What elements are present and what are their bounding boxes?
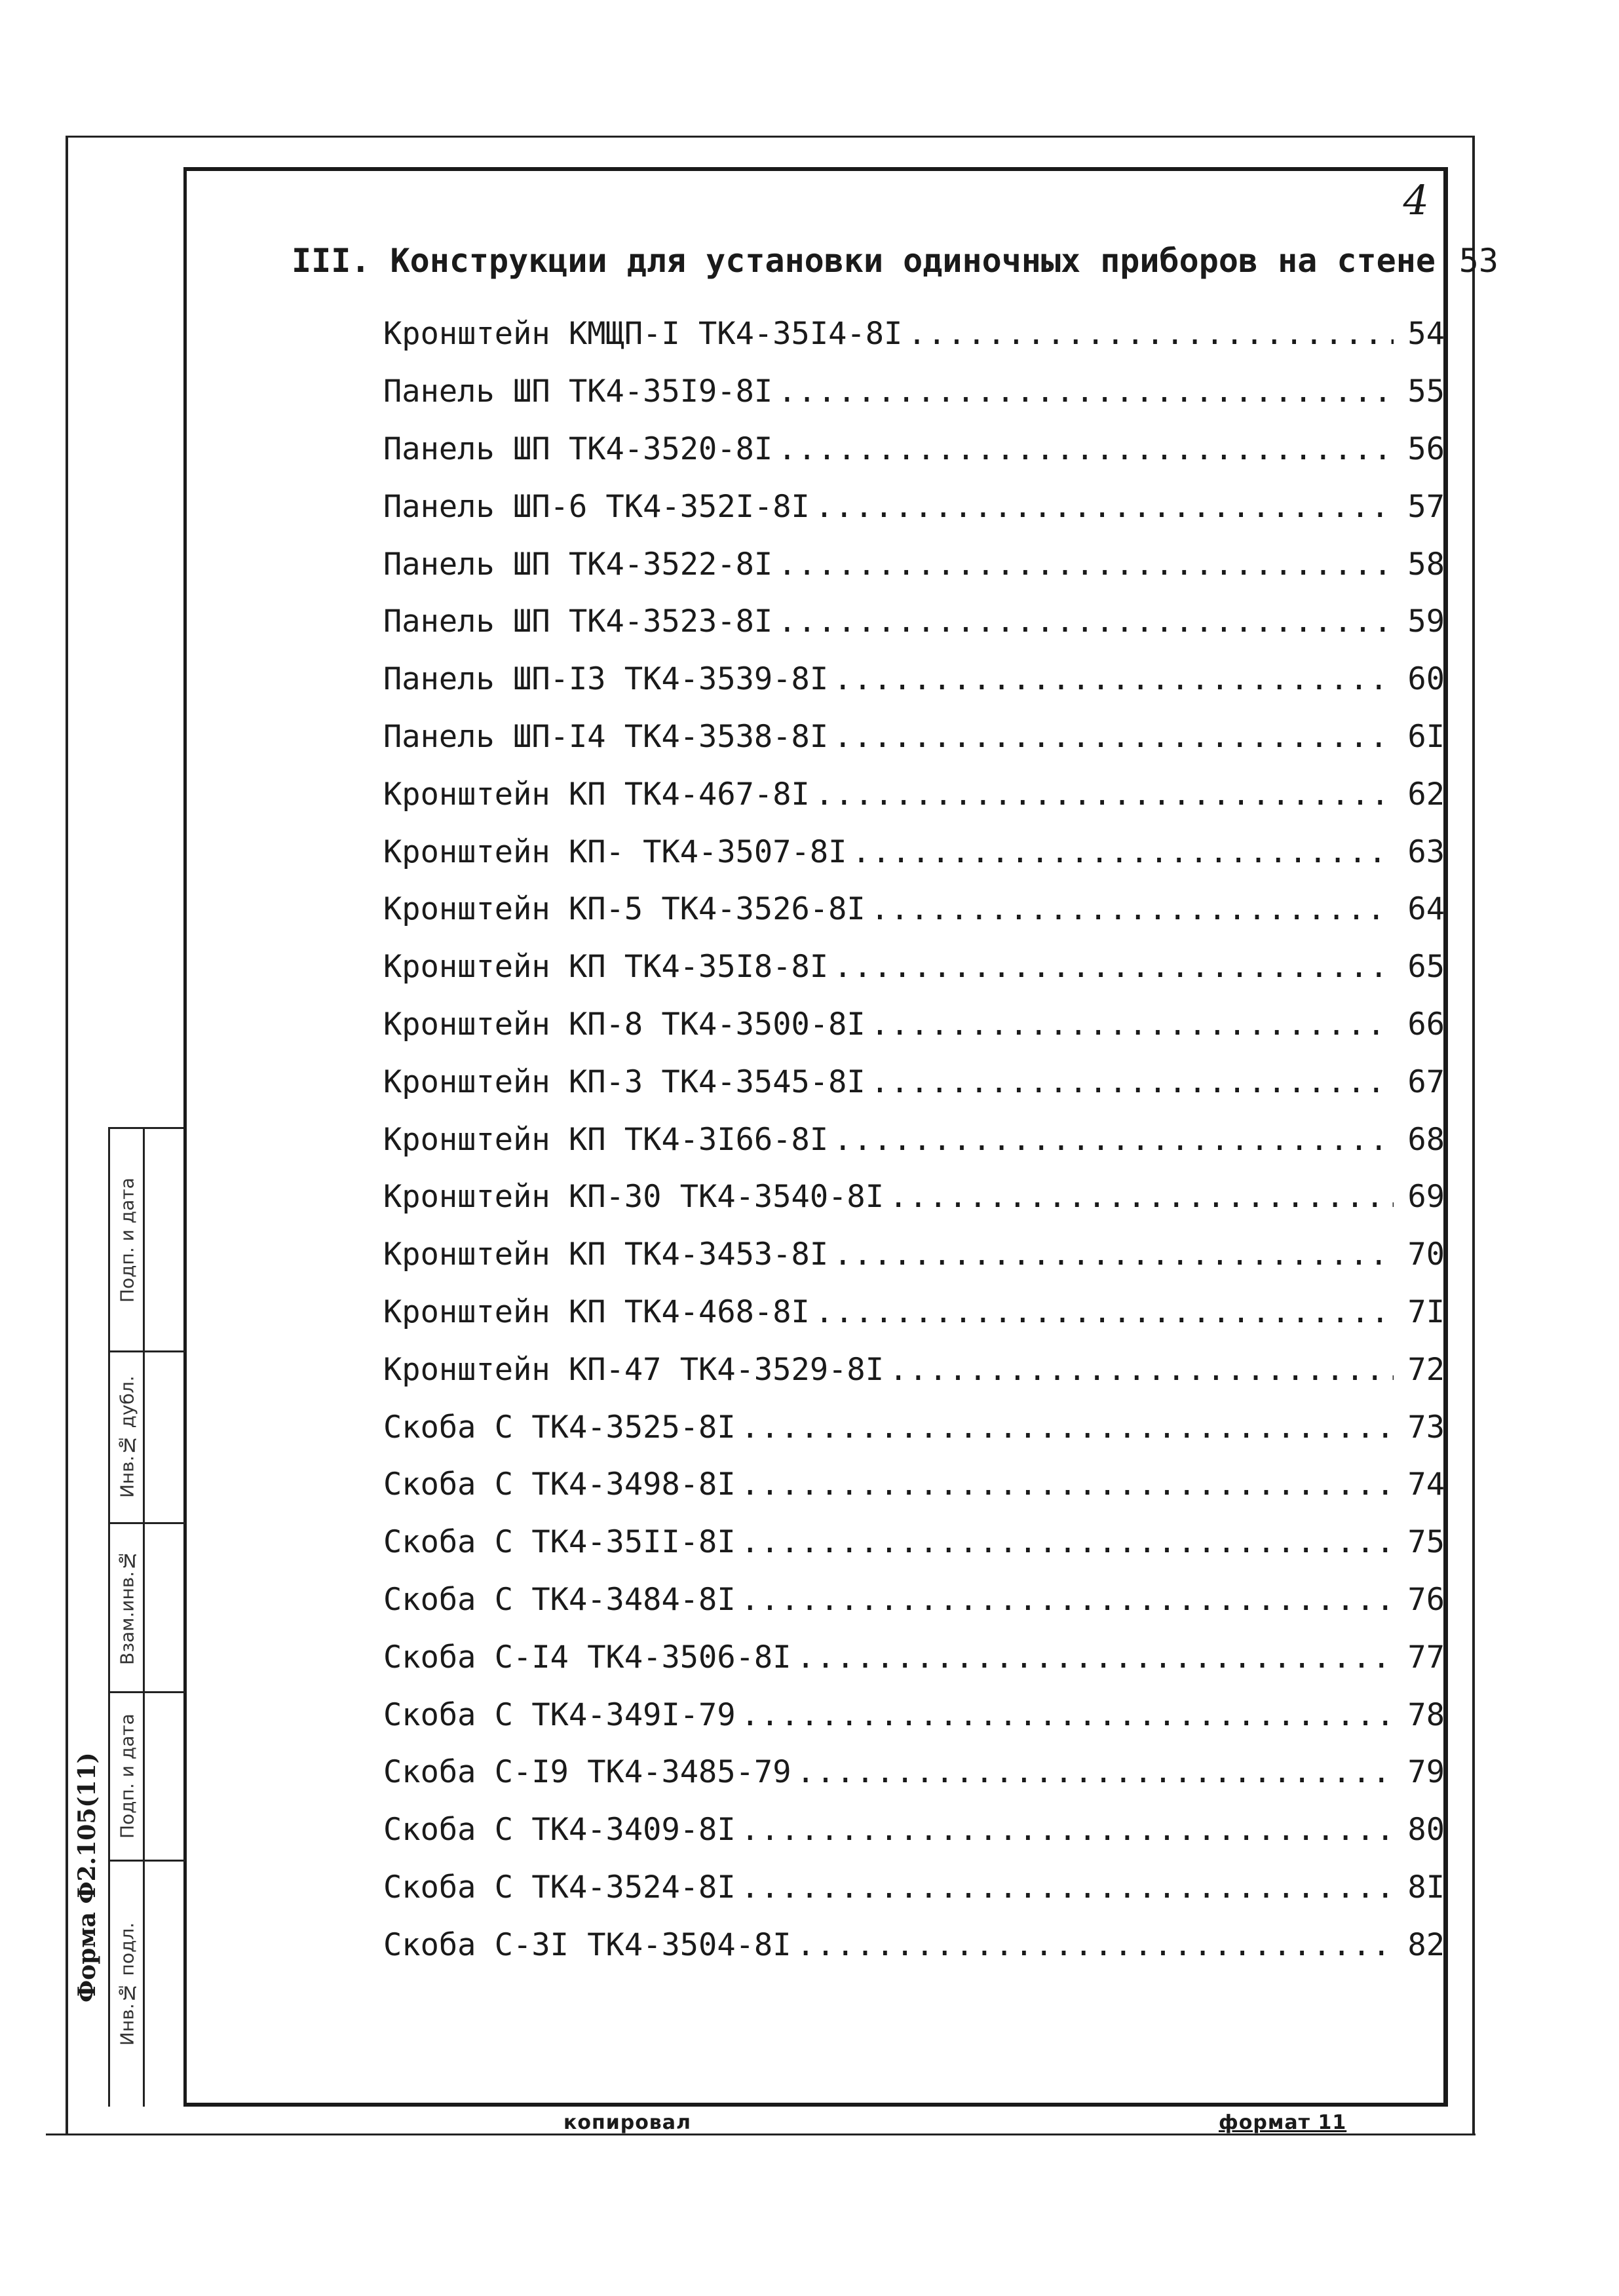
toc-entry-page: 77: [1407, 1639, 1445, 1675]
leader-dots: [741, 1582, 1394, 1618]
toc-entry-page: 74: [1407, 1466, 1445, 1503]
toc-entry: [383, 1111, 1445, 1168]
toc-entry-page: 75: [1407, 1524, 1445, 1561]
toc-entry: [383, 593, 1445, 651]
toc-entry-label: Кронштейн КП ТК4-3I66-8I: [383, 1121, 829, 1158]
section-heading: [292, 240, 1498, 282]
toc-entry: [383, 1226, 1445, 1284]
toc-entry-page: 82: [1407, 1926, 1445, 1963]
toc-entry: [383, 1168, 1445, 1226]
toc-entry-page: 56: [1407, 430, 1445, 467]
toc-entry-page: 8I: [1407, 1869, 1445, 1905]
toc-entry: [383, 1284, 1445, 1341]
toc-entry-label: Скоба С ТК4-3498-8I: [383, 1466, 736, 1503]
document-frame: [183, 167, 1498, 2107]
toc-entry-page: 67: [1407, 1063, 1445, 1100]
toc-entry-page: 55: [1407, 373, 1445, 410]
form-code: Форма Ф2.105(11): [73, 1752, 101, 2002]
toc-entry-page: 57: [1407, 488, 1445, 525]
toc-entry: [383, 1744, 1445, 1801]
leader-dots: [907, 316, 1394, 352]
toc-entry-page: 79: [1407, 1754, 1445, 1791]
leader-dots: [871, 891, 1394, 927]
toc-entry-page: 76: [1407, 1581, 1445, 1618]
leader-dots: [833, 949, 1394, 985]
stamp-row-divider: [110, 1860, 185, 1862]
toc-entries: [383, 305, 1445, 1974]
toc-entry-label: Панель ШП-I3 ТК4-3539-8I: [383, 661, 829, 698]
toc-entry: [383, 1801, 1445, 1859]
stamp-row-divider: [110, 1522, 185, 1524]
leader-dots: [833, 1122, 1394, 1158]
leader-dots: [852, 834, 1394, 870]
toc-entry-page: 60: [1407, 661, 1445, 698]
toc-entry-page: 73: [1407, 1409, 1445, 1445]
toc-entry-page: 59: [1407, 603, 1445, 640]
toc-entry-page: 78: [1407, 1696, 1445, 1733]
toc-entry-label: Скоба С ТК4-3484-8I: [383, 1581, 736, 1618]
toc-entry-label: Панель ШП ТК4-35I9-8I: [383, 373, 773, 410]
stamp-cell-label: Подп. и дата: [116, 1177, 138, 1303]
toc-entry: [383, 305, 1445, 363]
toc-entry-page: 7I: [1407, 1293, 1445, 1330]
leader-dots: [815, 1294, 1394, 1330]
toc-entry-label: Панель ШП-6 ТК4-352I-8I: [383, 488, 810, 525]
leader-dots: [797, 1639, 1394, 1675]
toc-entry-page: 80: [1407, 1812, 1445, 1848]
stamp-cell-label: Инв.№ подл.: [116, 1922, 138, 2046]
toc-entry: [383, 881, 1445, 938]
toc-entry-page: 62: [1407, 776, 1445, 813]
toc-entry: [383, 1916, 1445, 1974]
toc-entry-page: 58: [1407, 546, 1445, 583]
toc-entry: [383, 1398, 1445, 1456]
stamp-row-divider: [110, 1691, 185, 1693]
toc-entry-label: Скоба С ТК4-349I-79: [383, 1696, 736, 1733]
toc-entry-label: Кронштейн КМЩП-I ТК4-35I4-8I: [383, 316, 903, 353]
toc-entry: [383, 478, 1445, 535]
leader-dots: [778, 603, 1394, 640]
toc-entry-label: Панель ШП ТК4-3523-8I: [383, 603, 773, 640]
toc-entry-page: 69: [1407, 1179, 1445, 1215]
toc-entry-label: Панель ШП ТК4-3520-8I: [383, 430, 773, 467]
leader-dots: [741, 1409, 1394, 1445]
toc-entry-page: 54: [1407, 316, 1445, 353]
toc-entry: [383, 708, 1445, 766]
stamp-block: [108, 1127, 183, 2107]
toc-entry: [383, 1686, 1445, 1744]
toc-entry-page: 65: [1407, 949, 1445, 985]
footer-copied-label: копировал: [563, 2111, 692, 2134]
leader-dots: [741, 1466, 1394, 1502]
stamp-divider: [143, 1129, 145, 2107]
toc-entry-page: 72: [1407, 1351, 1445, 1388]
toc-entry-page: 63: [1407, 833, 1445, 870]
leader-dots: [833, 719, 1394, 755]
toc-entry-label: Кронштейн КП ТК4-35I8-8I: [383, 949, 829, 985]
toc-entry: [383, 535, 1445, 593]
toc-entry-label: Скоба С-I9 ТК4-3485-79: [383, 1754, 791, 1791]
toc-entry: [383, 823, 1445, 881]
toc-entry-label: Скоба С ТК4-3409-8I: [383, 1812, 736, 1848]
toc-entry: [383, 1341, 1445, 1398]
leader-dots: [833, 661, 1394, 697]
leader-dots: [778, 546, 1394, 583]
section-heading-page: 53: [1458, 242, 1498, 280]
toc-entry-label: Панель ШП-I4 ТК4-3538-8I: [383, 718, 829, 755]
stamp-cell-label: Подп. и дата: [116, 1713, 138, 1839]
leader-dots: [741, 1524, 1394, 1560]
leader-dots: [889, 1179, 1394, 1215]
leader-dots: [797, 1927, 1394, 1963]
section-heading-label: III. Конструкции для установки одиночных приборов на стене: [292, 242, 1436, 280]
toc-entry-page: 6I: [1407, 718, 1445, 755]
toc-entry: [383, 1053, 1445, 1111]
stamp-row-divider: [110, 1350, 185, 1352]
toc-entry: [383, 765, 1445, 823]
page-number: 4: [1403, 176, 1429, 224]
leader-dots: [815, 489, 1394, 525]
toc-entry-label: Кронштейн КП-47 ТК4-3529-8I: [383, 1351, 885, 1388]
toc-entry-label: Кронштейн КП ТК4-468-8I: [383, 1293, 810, 1330]
leader-dots: [815, 776, 1394, 813]
leader-dots: [778, 373, 1394, 410]
footer-format-label: формат 11: [1219, 2111, 1347, 2134]
toc-entry: [383, 363, 1445, 421]
leader-dots: [778, 431, 1394, 467]
toc-entry-page: 68: [1407, 1121, 1445, 1158]
toc-entry: [383, 1628, 1445, 1686]
leader-dots: [741, 1812, 1394, 1848]
leader-dots: [889, 1352, 1394, 1388]
toc-entry: [383, 1571, 1445, 1629]
toc-entry: [383, 938, 1445, 996]
toc-entry-label: Кронштейн КП-3 ТК4-3545-8I: [383, 1063, 866, 1100]
toc-entry-label: Кронштейн КП ТК4-3453-8I: [383, 1236, 829, 1273]
sheet-border-left: [66, 136, 68, 2135]
toc-entry: [383, 421, 1445, 478]
leader-dots: [741, 1697, 1394, 1733]
toc-entry: [383, 1456, 1445, 1514]
toc-entry-label: Кронштейн КП-5 ТК4-3526-8I: [383, 891, 866, 928]
stamp-cell-label: Инв.№ дубл.: [116, 1375, 138, 1499]
toc-entry-label: Скоба С ТК4-3524-8I: [383, 1869, 736, 1905]
toc-entry: [383, 996, 1445, 1054]
leader-dots: [871, 1064, 1394, 1100]
toc-entry-page: 66: [1407, 1006, 1445, 1043]
toc-entry-label: Кронштейн КП-8 ТК4-3500-8I: [383, 1006, 866, 1043]
toc-entry-page: 64: [1407, 891, 1445, 928]
toc-entry-page: 70: [1407, 1236, 1445, 1273]
toc-entry-label: Скоба С-3I ТК4-3504-8I: [383, 1926, 791, 1963]
leader-dots: [871, 1006, 1394, 1043]
stamp-cell-label: Взам.инв.№: [116, 1549, 138, 1666]
sheet-border-top: [66, 136, 1474, 138]
leader-dots: [797, 1754, 1394, 1790]
toc-entry: [383, 1514, 1445, 1571]
sheet-border-right: [1472, 136, 1475, 2135]
toc-entry-label: Скоба С ТК4-35II-8I: [383, 1524, 736, 1561]
toc-entry-label: Скоба С ТК4-3525-8I: [383, 1409, 736, 1445]
toc-entry: [383, 1859, 1445, 1917]
toc-entry: [383, 651, 1445, 708]
toc-entry-label: Кронштейн КП- ТК4-3507-8I: [383, 833, 847, 870]
toc-entry-label: Кронштейн КП ТК4-467-8I: [383, 776, 810, 813]
toc-entry-label: Панель ШП ТК4-3522-8I: [383, 546, 773, 583]
toc-entry-label: Кронштейн КП-30 ТК4-3540-8I: [383, 1179, 885, 1215]
toc-entry-label: Скоба С-I4 ТК4-3506-8I: [383, 1639, 791, 1675]
leader-dots: [833, 1236, 1394, 1272]
leader-dots: [741, 1869, 1394, 1905]
